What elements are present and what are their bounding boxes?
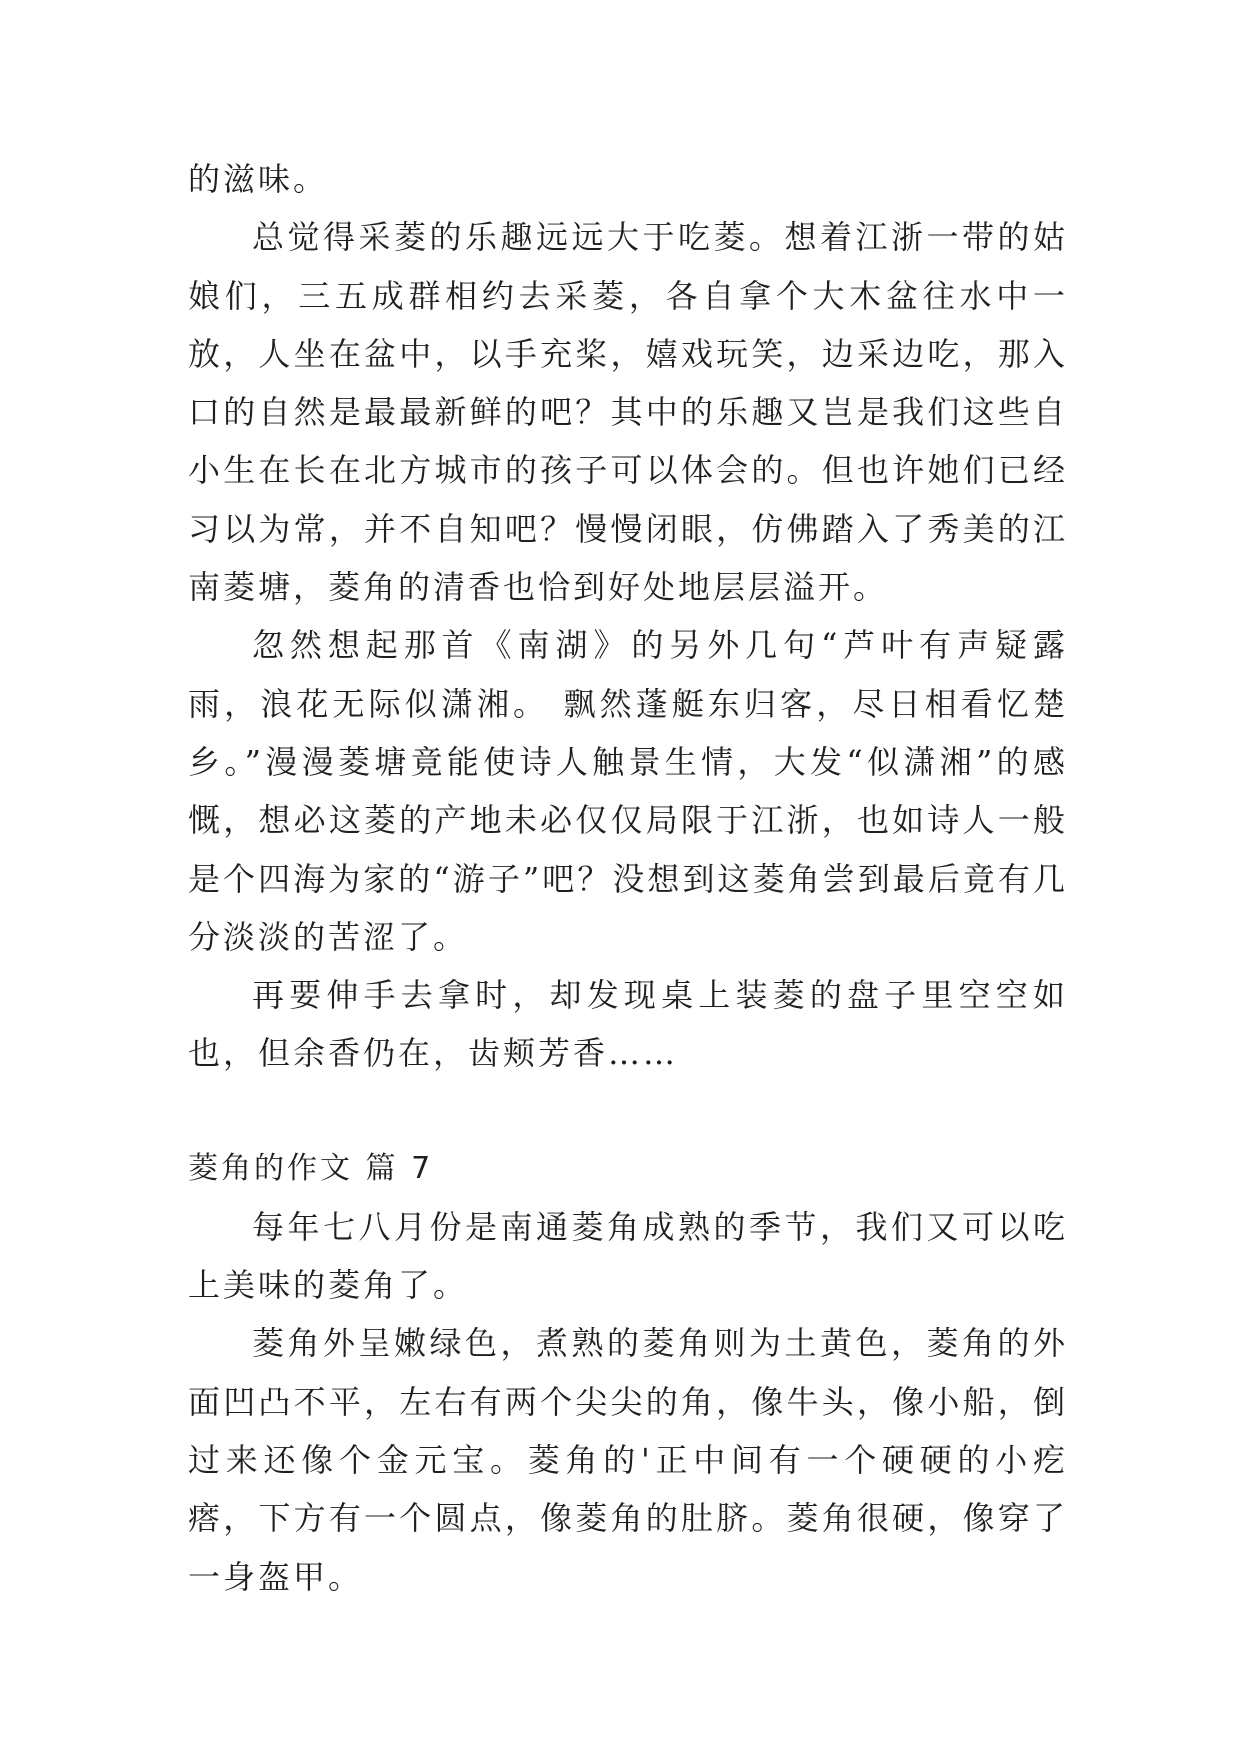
paragraph-continuation: 的滋味。 [188,160,329,198]
paragraph-nanhu-poem: 忽然想起那首《南湖》的另外几句“芦叶有声疑露雨，浪花无际似潇湘。 飘然蓬艇东归客，尽日相看忆楚乡。”漫漫菱塘竟能使诗人触景生情，大发“似潇湘”的感慨，想必这菱的产地未必仅仅局限于江浙，也如诗人一般是个四海为家的“游子”吧？没想到这菱角尝到最后竟有几分淡淡的苦涩了。 [188,626,1068,956]
paragraph-empty-plate: 再要伸手去拿时，却发现桌上装菱的盘子里空空如也，但余香仍在，齿颊芳香…… [188,976,1068,1073]
paragraph-season: 每年七八月份是南通菱角成熟的季节，我们又可以吃上美味的菱角了。 [188,1207,1068,1305]
paragraph-appearance: 菱角外呈嫩绿色，煮熟的菱角则为土黄色，菱角的外面凹凸不平，左右有两个尖尖的角，像牛头，像小船，倒过来还像个金元宝。菱角的'正中间有一个硬硬的小疙瘩，下方有一个圆点，像菱角的肚脐。菱角很硬，像穿了一身盔甲。 [188,1324,1068,1596]
paragraph-picking-water-chestnuts: 总觉得采菱的乐趣远远大于吃菱。想着江浙一带的姑娘们，三五成群相约去采菱，各自拿个大木盆往水中一放，人坐在盆中，以手充桨，嬉戏玩笑，边采边吃，那入口的自然是最最新鲜的吧？其中的乐趣又岂是我们这些自小生在长在北方城市的孩子可以体会的。但也许她们已经习以为常，并不自知吧？慢慢闭眼，仿佛踏入了秀美的江南菱塘，菱角的清香也恰到好处地层层溢开。 [188,218,1068,607]
document-body [188,150,1068,1606]
section-heading: 菱角的作文 篇 7 [188,1150,434,1186]
